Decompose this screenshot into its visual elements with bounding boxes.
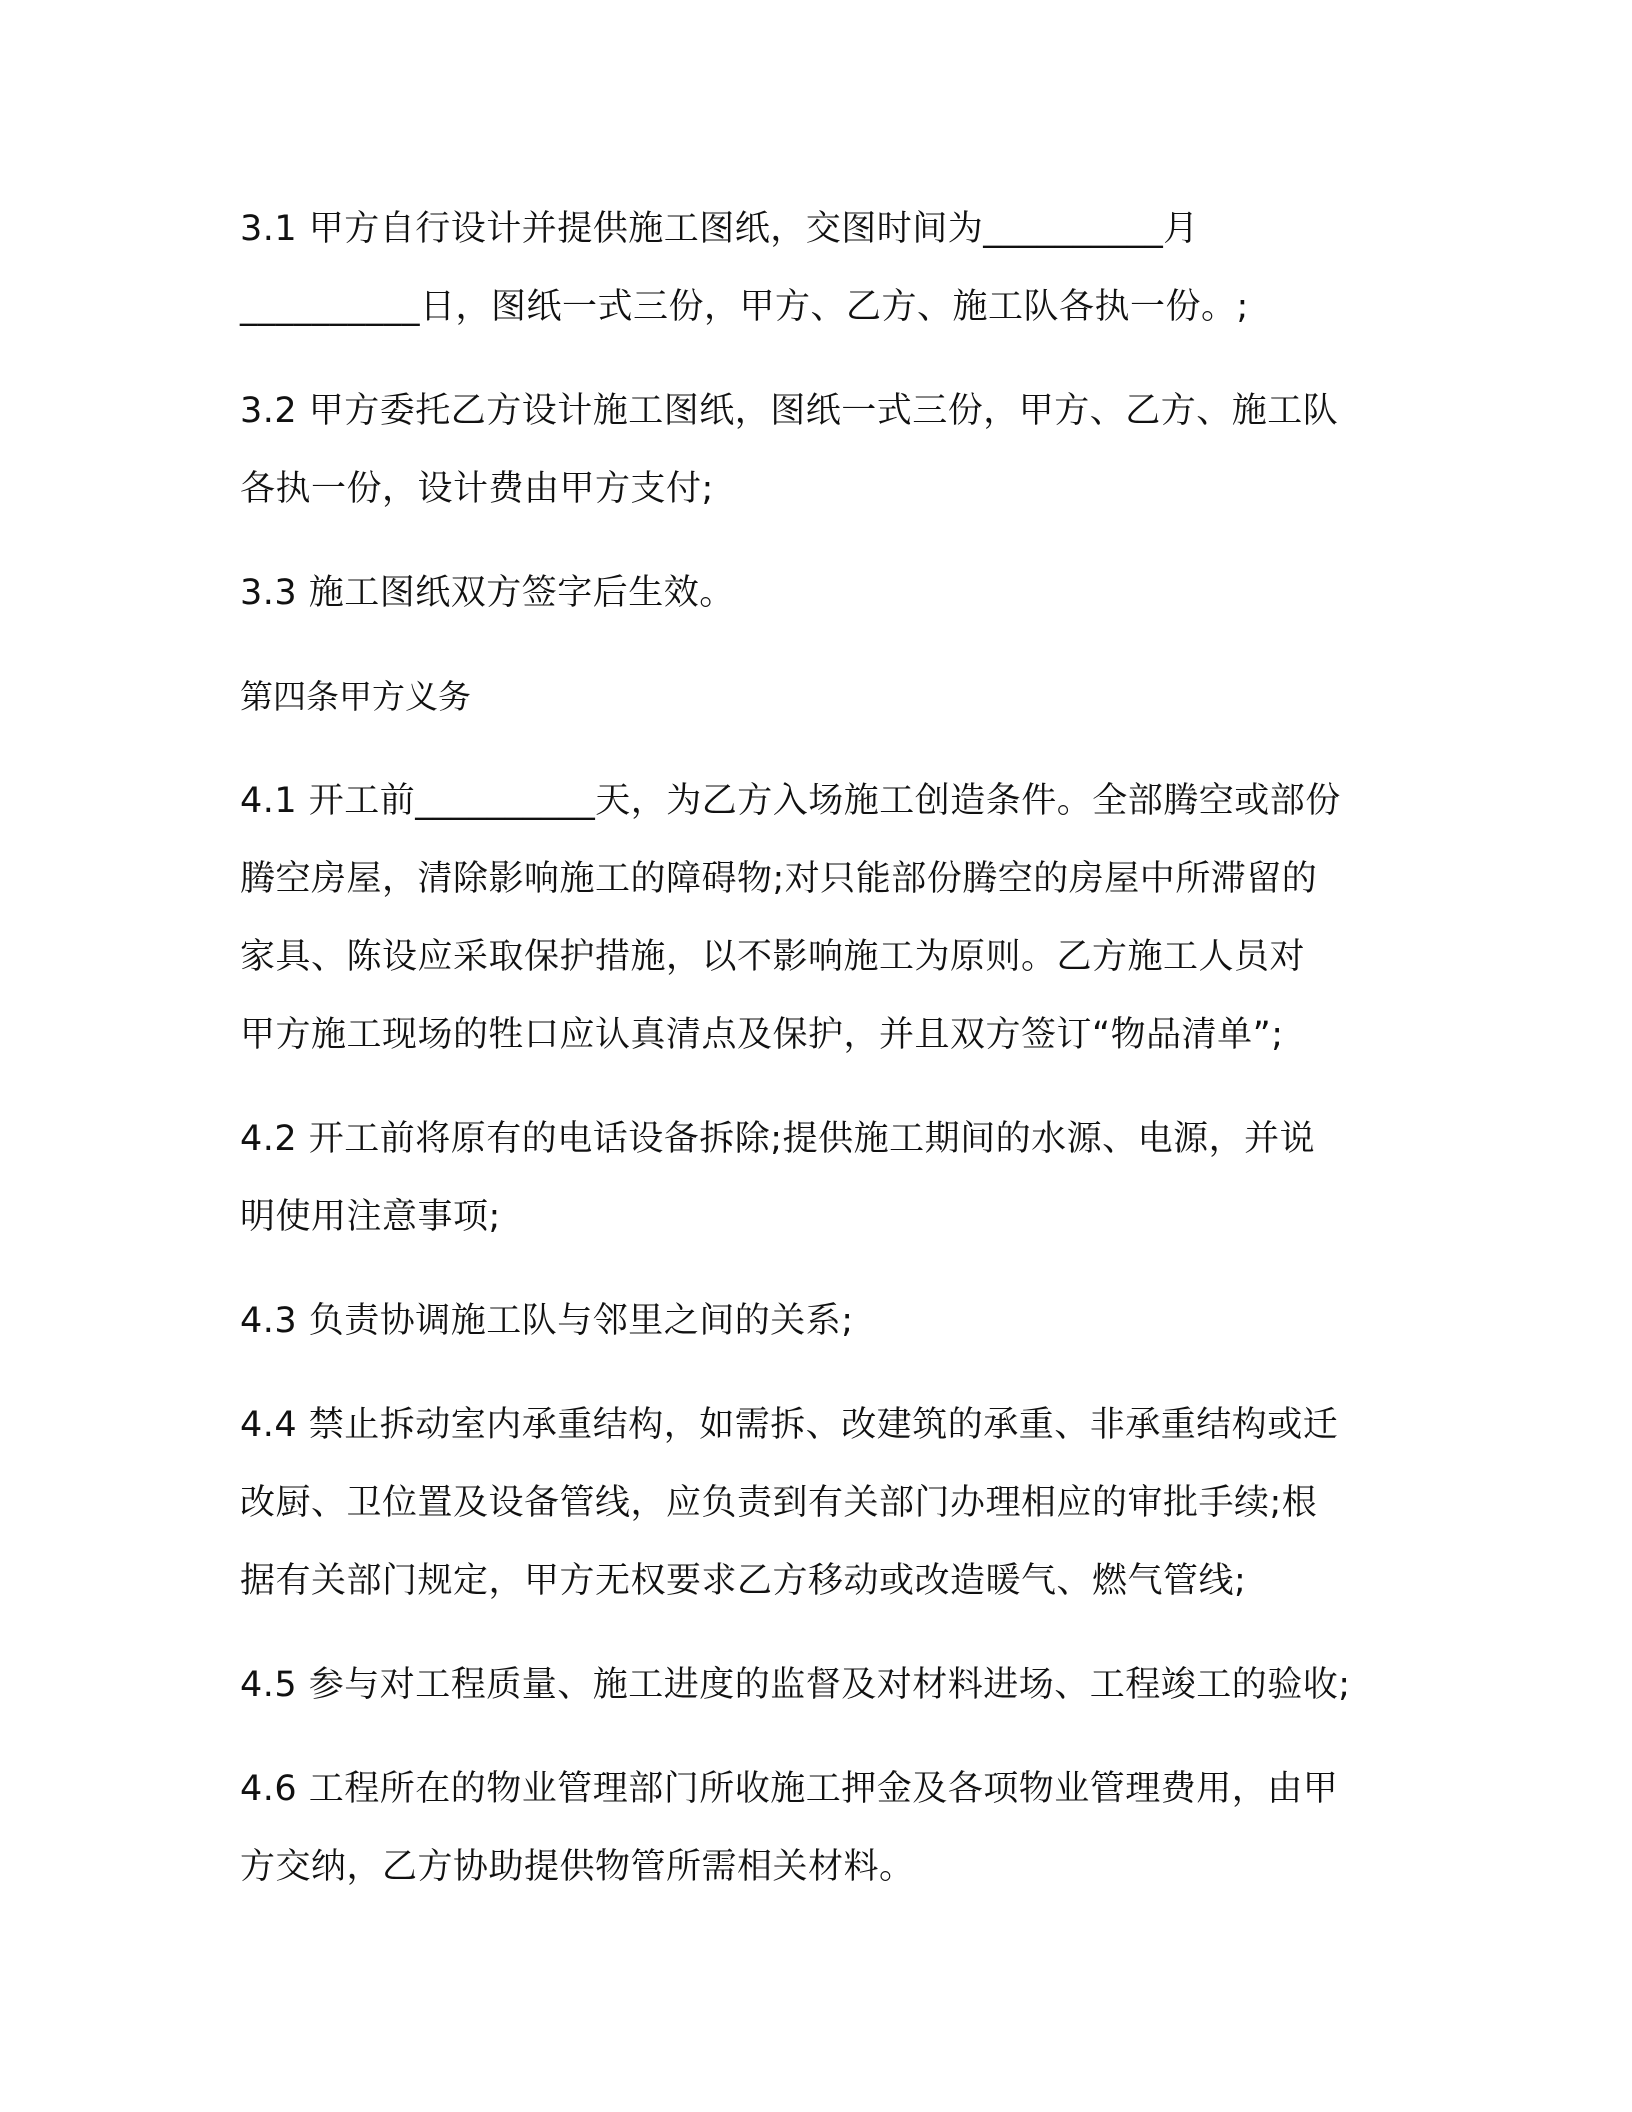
section-heading-article-4: 第四条甲方义务 — [240, 677, 471, 716]
document-page — [240, 190, 1400, 1932]
clause-4-5: 4.5 参与对工程质量、施工进度的监督及对材料进场、工程竣工的验收; — [240, 1665, 1351, 1705]
clause-4-1: 4.1 开工前__________天，为乙方入场施工创造条件。全部腾空或部份 腾空房屋，清除影响施工的障碍物;对只能部份腾空的房屋中所滞留的 家具、陈设应采取保护措施，以不影响施工为原则。乙方施工人员对 甲方施工现场的牲口应认真清点及保护，并且双方签订“物品清单”; — [240, 781, 1341, 1055]
clause-4-6: 4.6 工程所在的物业管理部门所收施工押金及各项物业管理费用，由甲 方交纳，乙方协助提供物管所需相关材料。 — [240, 1769, 1339, 1887]
clause-4-3: 4.3 负责协调施工队与邻里之间的关系; — [240, 1301, 854, 1341]
clause-3-3: 3.3 施工图纸双方签字后生效。 — [240, 573, 735, 613]
clause-3-1: 3.1 甲方自行设计并提供施工图纸，交图时间为__________月 __________日，图纸一式三份，甲方、乙方、施工队各执一份。; — [240, 209, 1249, 327]
clause-4-4: 4.4 禁止拆动室内承重结构，如需拆、改建筑的承重、非承重结构或迁 改厨、卫位置及设备管线，应负责到有关部门办理相应的审批手续;根 据有关部门规定，甲方无权要求乙方移动或改造暖气、燃气管线; — [240, 1405, 1339, 1601]
clause-4-2: 4.2 开工前将原有的电话设备拆除;提供施工期间的水源、电源，并说 明使用注意事项; — [240, 1119, 1316, 1237]
clause-3-2: 3.2 甲方委托乙方设计施工图纸，图纸一式三份，甲方、乙方、施工队 各执一份，设计费由甲方支付; — [240, 391, 1339, 509]
